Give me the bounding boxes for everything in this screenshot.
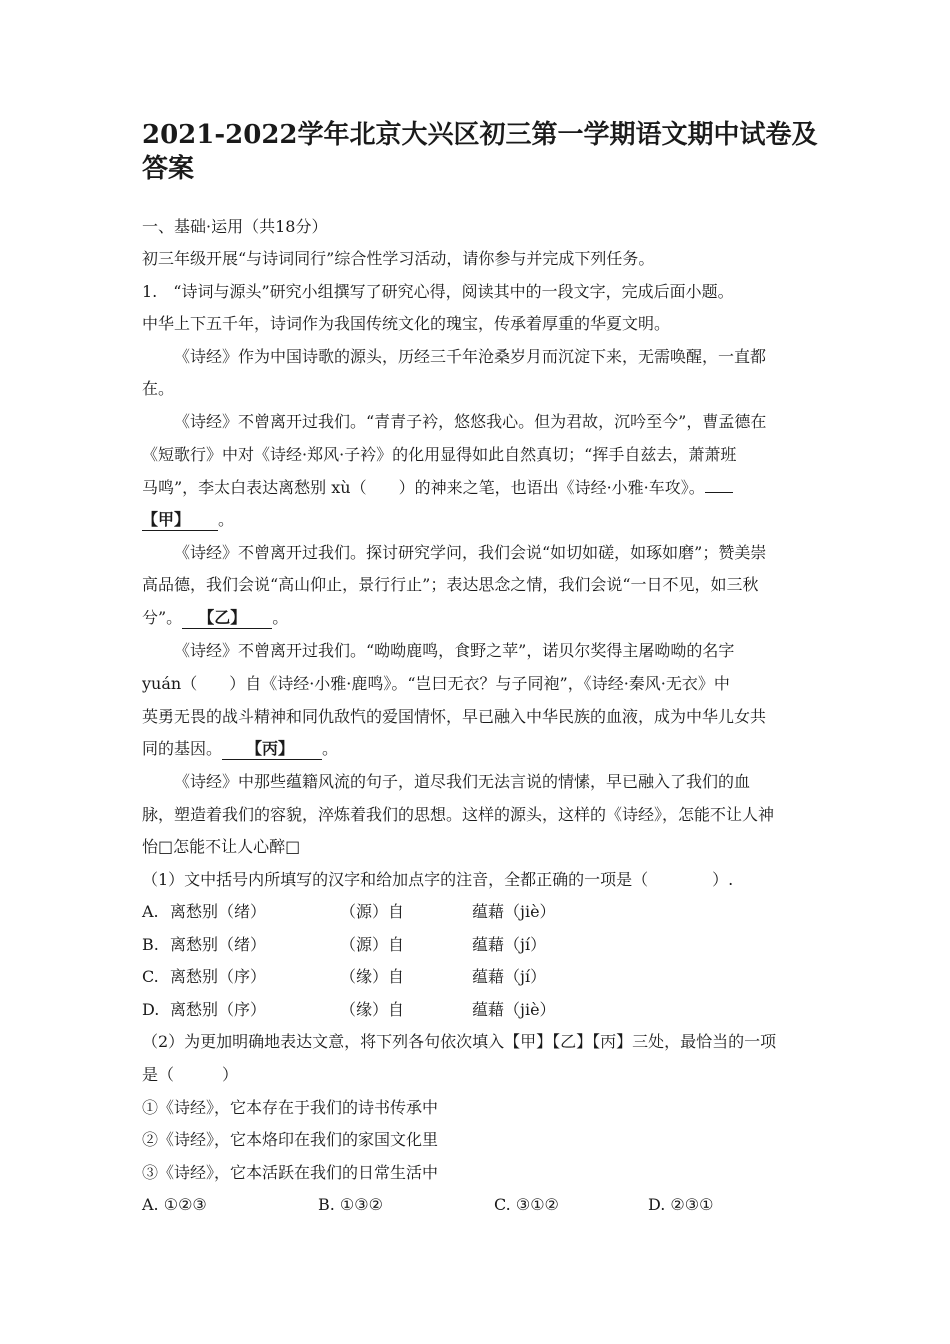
marker-bing: 【丙】 (246, 739, 295, 758)
answer-choice-b: B. ①③② (318, 1195, 383, 1214)
blank-yi (182, 608, 272, 629)
passage-p5-line1: 《诗经》中那些蕴籍风流的句子，道尽我们无法言说的情愫，早已融入了我们的血 (174, 772, 751, 791)
page-title: 2021-2022学年北京大兴区初三第一学期语文期中试卷及答案 (142, 120, 818, 184)
option-col3: 蕴藉（jí） (472, 967, 547, 986)
passage-p3-line2: 高品德，我们会说“高山仰止，景行行止”；表达思念之情，我们会说“一日不见，如三秋 (142, 575, 759, 594)
passage-p4-line1: 《诗经》不曾离开过我们。“呦呦鹿鸣，食野之苹”，诺贝尔奖得主屠呦呦的名字 (174, 641, 735, 660)
answer-choice-c: C. ③①② (494, 1195, 559, 1214)
option-col2: （缘）自 (340, 1000, 405, 1019)
passage-p4-line3: 英勇无畏的战斗精神和同仇敌忾的爱国情怀，早已融入中华民族的血液，成为中华儿女共 (142, 707, 767, 726)
passage-p4-line4 (142, 738, 822, 760)
option-col3: 蕴藉（jí） (472, 935, 547, 954)
passage-p4-line4-text: 同的基因。 (142, 739, 223, 758)
activity-intro: 初三年级开展“与诗词同行”综合性学习活动，请你参与并完成下列任务。 (142, 249, 655, 268)
end-punct: 。 (322, 739, 339, 758)
option-label: C. (142, 967, 159, 986)
option-col1: 离愁别（序） (170, 967, 267, 986)
blank-jia (142, 510, 218, 531)
passage-p2-line2: 《短歌行》中对《诗经·郑风·子衿》的化用显得如此自然真切；“挥手自兹去，萧萧班 (142, 445, 737, 464)
option-col1: 离愁别（绪） (170, 935, 267, 954)
passage-p5-line2: 脉，塑造着我们的容貌，淬炼着我们的思想。这样的源头，这样的《诗经》，怎能不让人神 (142, 805, 775, 824)
passage-p3-line3 (142, 607, 822, 629)
subquestion-2-stem-cont: 是（ ） (142, 1065, 239, 1084)
option-col3: 蕴藉（jiè） (472, 902, 556, 921)
option-col2: （缘）自 (340, 967, 405, 986)
subquestion-1-stem: （1）文中括号内所填写的汉字和给加点字的注音，全都正确的一项是（ ）. (142, 870, 734, 889)
blank-underline (705, 492, 733, 493)
option-col1: 离愁别（序） (170, 1000, 267, 1019)
sentence-2: ②《诗经》，它本烙印在我们的家国文化里 (142, 1130, 439, 1149)
answer-choice-a: A. ①②③ (142, 1195, 207, 1214)
marker-yi: 【乙】 (198, 608, 247, 627)
option-col1: 离愁别（绪） (170, 902, 267, 921)
answer-choice-d: D. ②③① (648, 1195, 714, 1214)
blank-bing (222, 739, 322, 760)
blank-jia-line (142, 509, 822, 531)
end-punct: 。 (272, 608, 289, 627)
passage-p2-line3 (142, 477, 822, 499)
end-punct: 。 (218, 510, 235, 529)
passage-p2-line3-text: 马鸣”，李太白表达离愁别 xù（ ）的神来之笔，也语出《诗经·小雅·车攻》。 (142, 478, 705, 497)
passage-p3-line3-text: 兮”。 (142, 608, 183, 627)
option-label: B. (142, 935, 159, 954)
sentence-3: ③《诗经》，它本活跃在我们的日常生活中 (142, 1163, 439, 1182)
option-label: D. (142, 1000, 160, 1019)
sentence-1: ①《诗经》，它本存在于我们的诗书传承中 (142, 1098, 439, 1117)
section-heading: 一、基础·运用（共18分） (142, 217, 328, 236)
passage-p1-line1: 《诗经》作为中国诗歌的源头，历经三千年沧桑岁月而沉淀下来，无需唤醒，一直都 (174, 347, 767, 366)
passage-p5-line3: 怡□怎能不让人心醉□ (142, 837, 301, 856)
option-col2: （源）自 (340, 902, 405, 921)
question-1-stem: 1. “诗词与源头”研究小组撰写了研究心得，阅读其中的一段文字，完成后面小题。 (142, 282, 734, 301)
option-col2: （源）自 (340, 935, 405, 954)
passage-p1-line2: 在。 (142, 379, 175, 398)
subquestion-2-stem: （2）为更加明确地表达文意，将下列各句依次填入【甲】【乙】【丙】三处，最恰当的一项 (142, 1032, 777, 1051)
passage-opening: 中华上下五千年，诗词作为我国传统文化的瑰宝，传承着厚重的华夏文明。 (142, 314, 671, 333)
passage-p3-line1: 《诗经》不曾离开过我们。探讨研究学问，我们会说“如切如磋，如琢如磨”；赞美崇 (174, 543, 767, 562)
marker-jia: 【甲】 (142, 510, 191, 529)
option-label: A. (142, 902, 159, 921)
passage-p4-line2: yuán（ ）自《诗经·小雅·鹿鸣》。“岂曰无衣？与子同袍”，《诗经·秦风·无衣》中 (142, 674, 730, 693)
option-col3: 蕴藉（jiè） (472, 1000, 556, 1019)
passage-p2-line1: 《诗经》不曾离开过我们。“青青子衿，悠悠我心。但为君故，沉吟至今”，曹孟德在 (174, 412, 767, 431)
